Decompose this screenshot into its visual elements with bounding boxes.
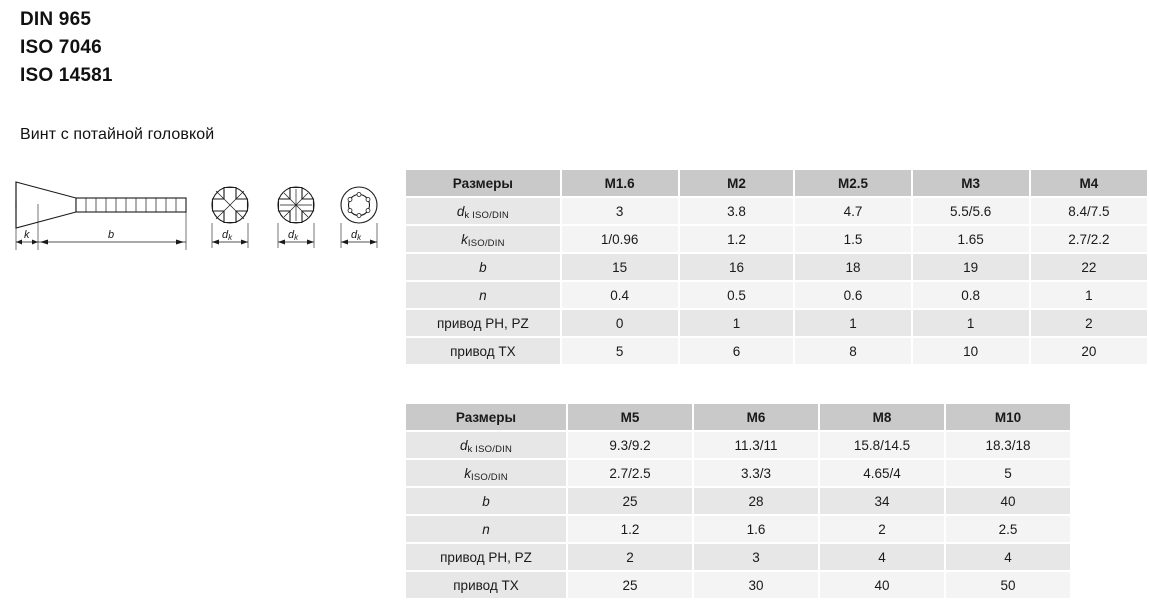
- cell: 40: [820, 572, 944, 598]
- column-header-m8: M8: [820, 404, 944, 430]
- cell: 25: [568, 572, 692, 598]
- row-label-drive-tx: привод TX: [406, 572, 566, 598]
- page-title: Винт с потайной головкой: [20, 126, 215, 143]
- cell: 0.5: [680, 282, 794, 308]
- cell: 1: [913, 310, 1029, 336]
- table-row: [406, 198, 1147, 224]
- cell: 18.3/18: [946, 432, 1070, 458]
- cell: 1.5: [795, 226, 910, 252]
- table-row: [406, 310, 1147, 336]
- row-label-dk: dk ISO/DIN: [406, 432, 566, 458]
- cell: 0.4: [562, 282, 678, 308]
- cell: 4.7: [795, 198, 910, 224]
- cell: 0.8: [913, 282, 1029, 308]
- column-header-sizes: Размеры: [406, 170, 560, 196]
- column-header-m2: M2: [680, 170, 794, 196]
- table-row: [406, 282, 1147, 308]
- drawing-label-k: k: [24, 229, 30, 241]
- row-label-drive-ph-pz: привод PH, PZ: [406, 544, 566, 570]
- cell: 4.65/4: [820, 460, 944, 486]
- cell: 30: [694, 572, 818, 598]
- row-label-drive-ph-pz: привод PH, PZ: [406, 310, 560, 336]
- table-row: [406, 404, 1070, 430]
- cell: 4: [946, 544, 1070, 570]
- torx-head-icon: [341, 187, 377, 223]
- table-row: [406, 544, 1070, 570]
- cell: 4: [820, 544, 944, 570]
- row-label-n: n: [406, 282, 560, 308]
- standards-list: [20, 6, 350, 90]
- table-row: [406, 170, 1147, 196]
- row-label-k: kISO/DIN: [406, 460, 566, 486]
- cell: 3: [694, 544, 818, 570]
- cell: 15: [562, 254, 678, 280]
- cell: 16: [680, 254, 794, 280]
- drawing-label-dk-pz: dk: [288, 229, 299, 242]
- cell: 11.3/11: [694, 432, 818, 458]
- drawing-label-dk-ph: dk: [222, 229, 233, 242]
- cell: 40: [946, 488, 1070, 514]
- cell: 2.5: [946, 516, 1070, 542]
- row-label-b: b: [406, 488, 566, 514]
- row-label-b: b: [406, 254, 560, 280]
- drawing-label-b: b: [108, 229, 115, 241]
- pozidriv-head-icon: [278, 187, 314, 223]
- cell: 8: [795, 338, 910, 364]
- cell: 3: [562, 198, 678, 224]
- table-sizes-2: [404, 402, 1072, 600]
- table-row: [406, 572, 1070, 598]
- standard-line-2: ISO 7046: [20, 37, 102, 58]
- cell: 20: [1031, 338, 1147, 364]
- table-sizes-1-wrap: [404, 168, 1149, 366]
- cell: 9.3/9.2: [568, 432, 692, 458]
- cell: 15.8/14.5: [820, 432, 944, 458]
- column-header-sizes: Размеры: [406, 404, 566, 430]
- cell: 0.6: [795, 282, 910, 308]
- cell: 5.5/5.6: [913, 198, 1029, 224]
- column-header-m3: M3: [913, 170, 1029, 196]
- cell: 1: [1031, 282, 1147, 308]
- cell: 6: [680, 338, 794, 364]
- cell: 2: [568, 544, 692, 570]
- row-label-n: n: [406, 516, 566, 542]
- cell: 2: [1031, 310, 1147, 336]
- cell: 28: [694, 488, 818, 514]
- cell: 3.3/3: [694, 460, 818, 486]
- cell: 1: [795, 310, 910, 336]
- column-header-m10: M10: [946, 404, 1070, 430]
- cell: 0: [562, 310, 678, 336]
- table-sizes-1: [404, 168, 1149, 366]
- drawing-label-dk-tx: dk: [351, 229, 362, 242]
- cell: 50: [946, 572, 1070, 598]
- row-label-drive-tx: привод TX: [406, 338, 560, 364]
- cell: 2.7/2.5: [568, 460, 692, 486]
- column-header-m5: M5: [568, 404, 692, 430]
- phillips-head-icon: [212, 187, 248, 223]
- cell: 1.65: [913, 226, 1029, 252]
- standard-line-1: DIN 965: [20, 9, 92, 30]
- column-header-m1-6: M1.6: [562, 170, 678, 196]
- cell: 3.8: [680, 198, 794, 224]
- column-header-m6: M6: [694, 404, 818, 430]
- cell: 1/0.96: [562, 226, 678, 252]
- technical-drawing: [8, 168, 398, 268]
- column-header-m4: M4: [1031, 170, 1147, 196]
- column-header-m2-5: M2.5: [795, 170, 910, 196]
- cell: 25: [568, 488, 692, 514]
- row-label-k: kISO/DIN: [406, 226, 560, 252]
- cell: 1: [680, 310, 794, 336]
- cell: 1.2: [568, 516, 692, 542]
- table-row: [406, 226, 1147, 252]
- cell: 18: [795, 254, 910, 280]
- cell: 10: [913, 338, 1029, 364]
- table-row: [406, 432, 1070, 458]
- countersunk-screw-side-view: [16, 182, 186, 228]
- cell: 5: [946, 460, 1070, 486]
- cell: 1.2: [680, 226, 794, 252]
- cell: 2: [820, 516, 944, 542]
- cell: 8.4/7.5: [1031, 198, 1147, 224]
- row-label-dk: dk ISO/DIN: [406, 198, 560, 224]
- standard-line-3: ISO 14581: [20, 65, 113, 86]
- cell: 19: [913, 254, 1029, 280]
- cell: 5: [562, 338, 678, 364]
- table-row: [406, 488, 1070, 514]
- cell: 22: [1031, 254, 1147, 280]
- table-sizes-2-wrap: [404, 402, 1072, 600]
- cell: 34: [820, 488, 944, 514]
- table-row: [406, 516, 1070, 542]
- table-row: [406, 338, 1147, 364]
- table-row: [406, 460, 1070, 486]
- cell: 1.6: [694, 516, 818, 542]
- cell: 2.7/2.2: [1031, 226, 1147, 252]
- table-row: [406, 254, 1147, 280]
